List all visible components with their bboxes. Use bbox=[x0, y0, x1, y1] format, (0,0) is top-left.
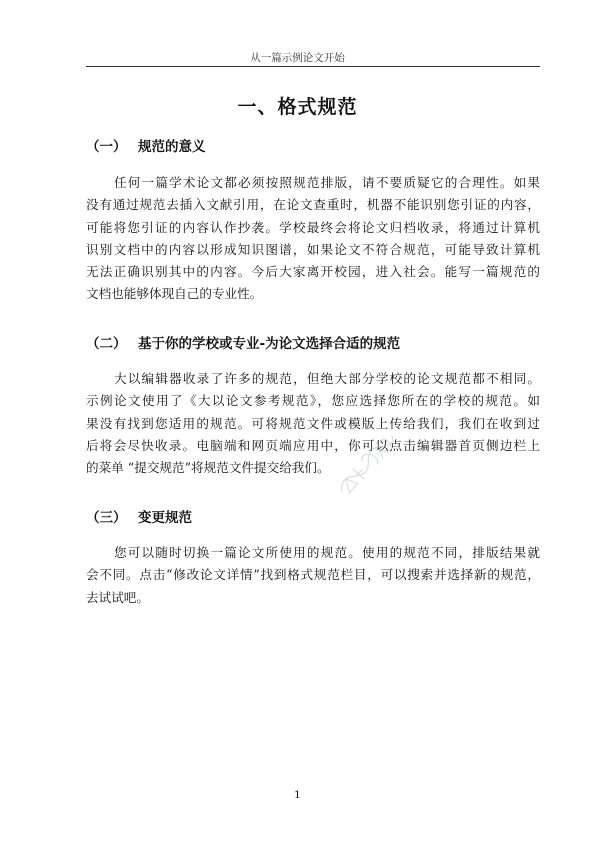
paragraph-line: 的菜单 “提交规范”将规范文件提交给我们。 bbox=[86, 460, 330, 476]
paragraph-line: 果没有找到您适用的规范。可将规范文件或模版上传给我们，我们在收到过 bbox=[86, 415, 540, 431]
page-number: 1 bbox=[294, 789, 301, 801]
paragraph-line: 任何一篇学术论文都必须按照规范排版，请不要质疑它的合理性。如果 bbox=[114, 175, 540, 190]
section-heading-2 bbox=[86, 332, 400, 352]
section-title: 规范的意义 bbox=[138, 139, 206, 155]
section-title: 基于你的学校或专业-为论文选择合适的规范 bbox=[138, 336, 401, 352]
paragraph-line: 无法正确识别其中的内容。今后大家离开校园，进入社会。能写一篇规范的 bbox=[86, 264, 540, 280]
section-number: （三） bbox=[86, 510, 127, 526]
header-rule bbox=[86, 66, 540, 67]
paragraph-line: 识别文档中的内容以形成知识图谱，如果论文不符合规范，可能导致计算机 bbox=[86, 241, 540, 257]
paragraph-line: 示例论文使用了《大以论文参考规范》，您应选择您所在的学校的规范。如 bbox=[86, 393, 540, 409]
paragraph-line: 后将会尽快收录。电脑端和网页端应用中，你可以点击编辑器首页侧边栏上 bbox=[86, 437, 540, 453]
section-number: （一） bbox=[86, 139, 127, 155]
chapter-title: 一、格式规范 bbox=[237, 96, 358, 118]
section-paragraph-3 bbox=[86, 542, 540, 609]
paragraph-line: 去试试吧。 bbox=[86, 589, 149, 605]
paragraph-line: 大以编辑器收录了许多的规范，但绝大部分学校的论文规范都不相同。 bbox=[114, 371, 540, 386]
running-header: 从一篇示例论文开始 bbox=[250, 52, 345, 64]
paragraph-line: 可能将您引证的内容认作抄袭。学校最终会将论文归档收录，将通过计算机 bbox=[86, 219, 540, 235]
section-heading-3 bbox=[86, 506, 192, 526]
section-title: 变更规范 bbox=[138, 510, 192, 526]
paragraph-line: 没有通过规范去插入文献引用，在论文查重时，机器不能识别您引证的内容， bbox=[86, 197, 540, 213]
section-heading-1 bbox=[86, 135, 206, 155]
section-paragraph-1 bbox=[86, 172, 540, 306]
paragraph-line: 会不同。点击“修改论文详情”找到格式规范栏目，可以搜索并选择新的规范， bbox=[86, 567, 540, 583]
paragraph-line: 您可以随时切换一篇论文所使用的规范。使用的规范不同，排版结果就 bbox=[114, 545, 540, 560]
section-number: （二） bbox=[86, 336, 127, 352]
paragraph-line: 文档也能够体现自己的专业性。 bbox=[86, 286, 263, 302]
